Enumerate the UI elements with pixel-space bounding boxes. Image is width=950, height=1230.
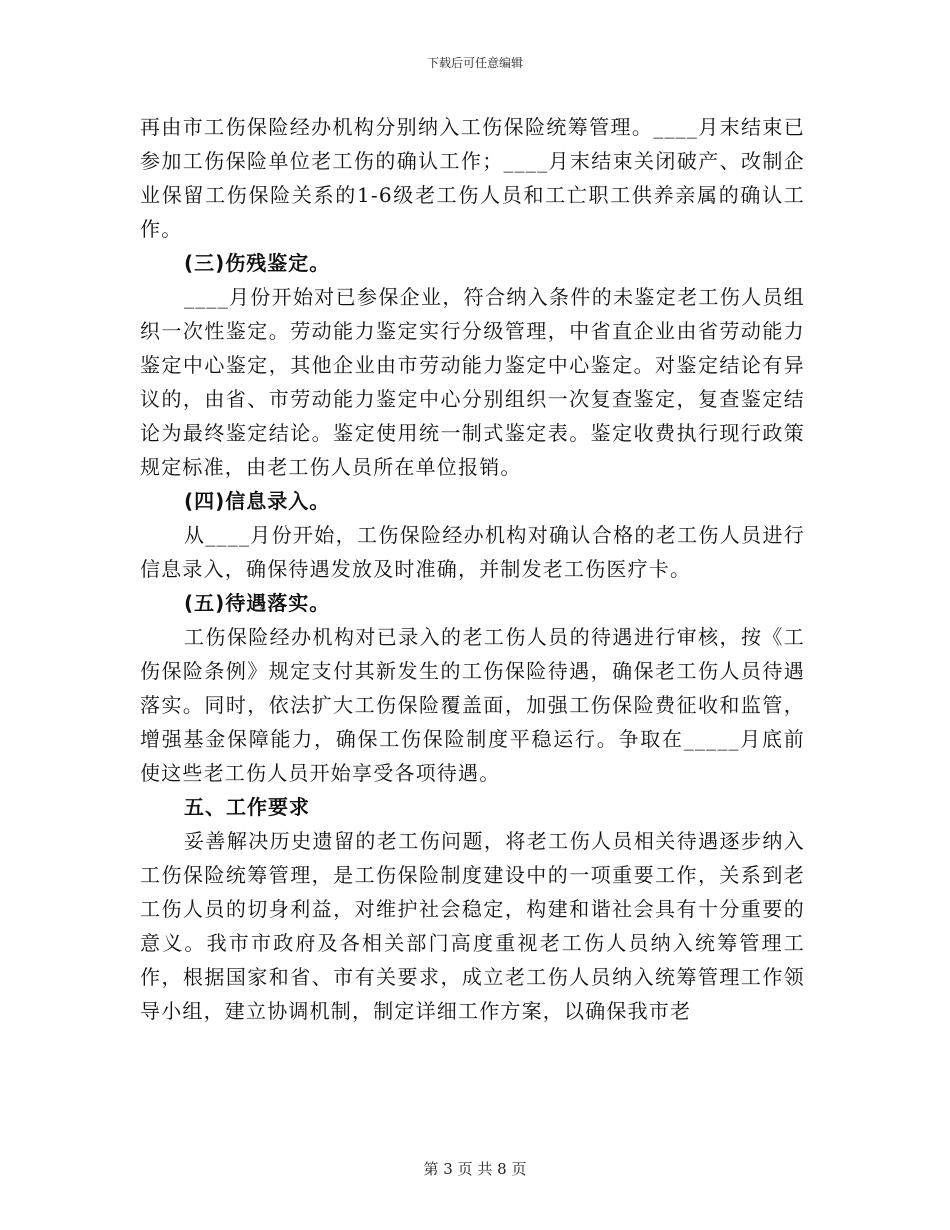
paragraph-work-requirements: 妥善解决历史遗留的老工伤问题，将老工伤人员相关待遇逐步纳入工伤保险统筹管理，是工伤保险制度建设中的一项重要工作，关系到老工伤人员的切身利益，对维护社会稳定，构建和谐社会具有十分重要的意义。我市市政府及各相关部门高度重视老工伤人员纳入统筹管理工作，根据国家和省、市有关要求，成立老工伤人员纳入统筹管理工作领导小组，建立协调机制，制定详细工作方案，以确保我市老 bbox=[140, 829, 805, 1023]
paragraph-disability-assessment: ____月份开始对已参保企业，符合纳入条件的未鉴定老工伤人员组织一次性鉴定。劳动能力鉴定实行分级管理，中省直企业由省劳动能力鉴定中心鉴定，其他企业由市劳动能力鉴定中心鉴定。对鉴定结论有异议的，由省、市劳动能力鉴定中心分别组织一次复查鉴定，复查鉴定结论为最终鉴定结论。鉴定使用统一制式鉴定表。鉴定收费执行现行政策规定标准，由老工伤人员所在单位报销。 bbox=[140, 285, 805, 479]
paragraph-continuation: 再由市工伤保险经办机构分别纳入工伤保险统筹管理。____月末结束已参加工伤保险单位老工伤的确认工作；____月末结束关闭破产、改制企业保留工伤保险关系的1-6级老工伤人员和工亡职工供养亲属的确认工作。 bbox=[140, 115, 805, 241]
page-header: 下载后可任意编辑 bbox=[426, 56, 523, 70]
section-heading-work-requirements: 五、工作要求 bbox=[184, 795, 310, 819]
paragraph-benefit-implementation: 工伤保险经办机构对已录入的老工伤人员的待遇进行审核，按《工伤保险条例》规定支付其新发生的工伤保险待遇，确保老工伤人员待遇落实。同时，依法扩大工伤保险覆盖面，加强工伤保险费征收和监管，增强基金保障能力，确保工伤保险制度平稳运行。争取在_____月底前使这些老工伤人员开始享受各项待遇。 bbox=[140, 625, 805, 785]
page-number-footer: 第 3 页 共 8 页 bbox=[423, 1160, 527, 1178]
paragraph-information-entry: 从____月份开始，工伤保险经办机构对确认合格的老工伤人员进行信息录入，确保待遇发放及时准确，并制发老工伤医疗卡。 bbox=[140, 523, 805, 581]
section-heading-disability-assessment: (三)伤残鉴定。 bbox=[184, 251, 331, 275]
document-body bbox=[140, 110, 805, 1028]
section-heading-benefit-implementation: (五)待遇落实。 bbox=[184, 591, 331, 615]
section-heading-information-entry: (四)信息录入。 bbox=[184, 489, 331, 513]
